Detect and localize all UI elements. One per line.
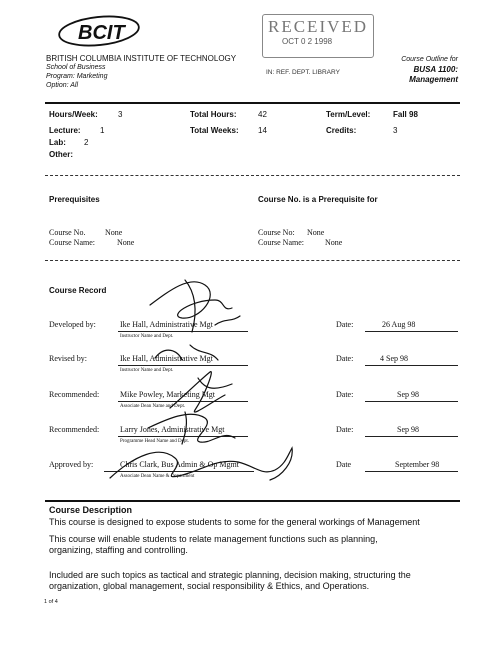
term-label: Term/Level: (326, 110, 371, 119)
right-course-name-value: None (325, 238, 343, 247)
hours-week-label: Hours/Week: (49, 110, 98, 119)
record-name-developed: Ike Hall, Administrative Mgt (120, 320, 213, 329)
stamp-received-text: RECEIVED (268, 17, 369, 36)
is-prereq-title: Course No. is a Prerequisite for (258, 195, 378, 204)
page-number: 1 of 4 (44, 599, 58, 605)
hours-week-value: 3 (118, 110, 123, 119)
signature-developed-icon (150, 280, 240, 332)
logo-text: BCIT (78, 22, 125, 44)
lecture-label: Lecture: (49, 126, 81, 135)
lab-value: 2 (84, 138, 89, 147)
other-label: Other: (49, 150, 73, 159)
total-weeks-value: 14 (258, 126, 267, 135)
record-name-recommended-2: Larry Jones, Administrative Mgt (120, 425, 225, 434)
total-hours-value: 42 (258, 110, 267, 119)
stamp-dept: IN: REF. DEPT. LIBRARY (266, 69, 340, 76)
option: Option: All (46, 82, 79, 89)
outline-label: Course Outline for (401, 56, 458, 63)
record-label-developed: Developed by: (49, 320, 96, 329)
right-course-no-value: None (307, 228, 325, 237)
right-course-no-label: Course No: (258, 228, 295, 237)
description-p2b: organizing, staffing and controlling. (49, 545, 188, 555)
signature-revised-icon (155, 345, 218, 360)
record-name-recommended-1: Mike Powley, Marketing Mgt (120, 390, 216, 399)
term-value: Fall 98 (393, 110, 418, 119)
record-date-label-recommended-2: Date: (336, 425, 354, 434)
record-label-recommended-2: Recommended: (49, 425, 100, 434)
description-p2a: This course will enable students to relate management functions such as planning, (49, 534, 378, 544)
record-label-revised: Revised by: (49, 354, 87, 363)
record-caption-approved: Associate Dean Name & Department (120, 474, 195, 479)
record-date-label-recommended-1: Date: (336, 390, 354, 399)
program: Program: Marketing (46, 73, 108, 80)
institute-name: BRITISH COLUMBIA INSTITUTE OF TECHNOLOGY (46, 54, 237, 63)
record-caption-revised: Instructor Name and Dept. (120, 368, 174, 373)
school-name: School of Business (46, 64, 106, 71)
credits-value: 3 (393, 126, 398, 135)
record-date-approved: September 98 (395, 460, 440, 469)
record-date-label-approved: Date (336, 460, 352, 469)
course-title: Management (409, 75, 458, 84)
signature-approved-icon (110, 448, 292, 480)
record-date-revised: 4 Sep 98 (380, 354, 408, 363)
record-date-label-developed: Date: (336, 320, 354, 329)
description-p3a: Included are such topics as tactical and strategic planning, decision making, structuring the (49, 570, 411, 580)
record-title: Course Record (49, 286, 107, 295)
record-date-recommended-1: Sep 98 (397, 390, 419, 399)
record-caption-recommended-1: Associate Dean Name and Dept. (120, 404, 186, 409)
record-date-developed: 26 Aug 98 (382, 320, 416, 329)
right-course-name-label: Course Name: (258, 238, 304, 247)
description-p3b: organization, global management, social responsibility & Ethics, and Operations. (49, 581, 370, 591)
left-course-name-value: None (117, 238, 135, 247)
left-course-no-label: Course No. (49, 228, 86, 237)
record-name-revised: Ike Hall, Administrative Mgt (120, 354, 213, 363)
stamp-date: OCT 0 2 1998 (282, 37, 333, 46)
course-code: BUSA 1100: (413, 65, 458, 74)
record-date-label-revised: Date: (336, 354, 354, 363)
total-weeks-label: Total Weeks: (190, 126, 239, 135)
lecture-value: 1 (100, 126, 105, 135)
description-p1: This course is designed to expose students to some for the general workings of Management (49, 517, 420, 527)
credits-label: Credits: (326, 126, 357, 135)
lab-label: Lab: (49, 138, 66, 147)
record-label-approved: Approved by: (49, 460, 94, 469)
record-name-approved: Chris Clark, Bus Admin & Op Mgmt (120, 460, 239, 469)
prereq-title: Prerequisites (49, 195, 100, 204)
record-label-recommended-1: Recommended: (49, 390, 100, 399)
record-date-recommended-2: Sep 98 (397, 425, 419, 434)
record-caption-recommended-2: Programme Head Name and Dept. (120, 439, 190, 444)
description-title: Course Description (49, 505, 133, 515)
record-caption-developed: Instructor Name and Dept. (120, 334, 174, 339)
total-hours-label: Total Hours: (190, 110, 237, 119)
left-course-no-value: None (105, 228, 123, 237)
signature-recommended-1-icon (170, 372, 232, 412)
signature-recommended-2-icon (148, 412, 235, 444)
left-course-name-label: Course Name: (49, 238, 95, 247)
